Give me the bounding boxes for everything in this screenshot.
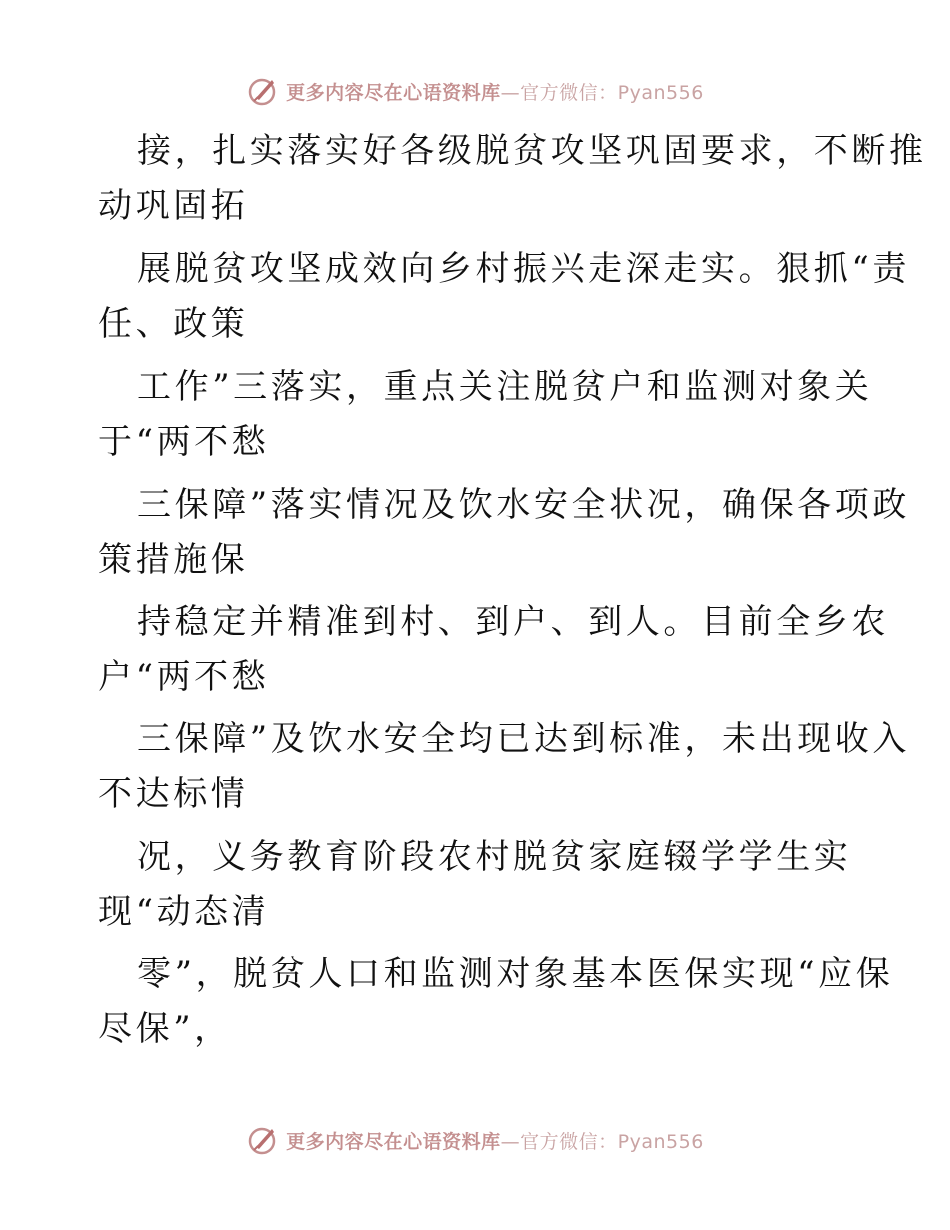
- paragraph-line: 况，义务教育阶段农村脱贫家庭辍学学生实: [137, 837, 852, 877]
- watermark-separator: —: [500, 1130, 521, 1153]
- paragraph-line: 三保障”及饮水安全均已达到标准，未出现收入: [137, 719, 910, 759]
- paragraph-line: 工作”三落实，重点关注脱贫户和监测对象关: [137, 367, 873, 407]
- paragraph-line: 现“动态清: [98, 892, 270, 932]
- paragraph-line: 接，扎实落实好各级脱贫攻坚巩固要求，不断推: [137, 131, 927, 171]
- watermark-separator: —: [500, 81, 521, 104]
- paragraph-line: 户“两不愁: [98, 657, 270, 697]
- watermark-suffix: 官方微信：Pyan556: [520, 81, 704, 104]
- paragraph-line: 展脱贫攻坚成效向乡村振兴走深走实。狠抓“责: [137, 249, 910, 289]
- watermark-text: [286, 78, 704, 105]
- paragraph-line: 任、政策: [98, 304, 249, 344]
- watermark-text: [286, 1127, 704, 1154]
- watermark-brand: 更多内容尽在心语资料库: [286, 1130, 501, 1153]
- paragraph-line: 不达标情: [98, 774, 249, 814]
- watermark-suffix: 官方微信：Pyan556: [520, 1130, 704, 1153]
- paragraph-line: 尽保”，: [98, 1009, 232, 1049]
- paragraph-line: 于“两不愁: [98, 422, 270, 462]
- watermark-brand: 更多内容尽在心语资料库: [286, 81, 501, 104]
- paragraph-line: 三保障”落实情况及饮水安全状况，确保各项政: [137, 485, 910, 525]
- paragraph-line: 零”，脱贫人口和监测对象基本医保实现“应保: [137, 954, 894, 994]
- paragraph-line: 持稳定并精准到村、到户、到人。目前全乡农: [137, 602, 889, 642]
- footer-watermark: [0, 1120, 950, 1160]
- paragraph-line: 动巩固拓: [98, 186, 249, 226]
- paragraph-line: 策措施保: [98, 540, 249, 580]
- quill-logo-icon: [246, 1123, 280, 1157]
- header-watermark: [0, 71, 950, 111]
- quill-logo-icon: [246, 74, 280, 108]
